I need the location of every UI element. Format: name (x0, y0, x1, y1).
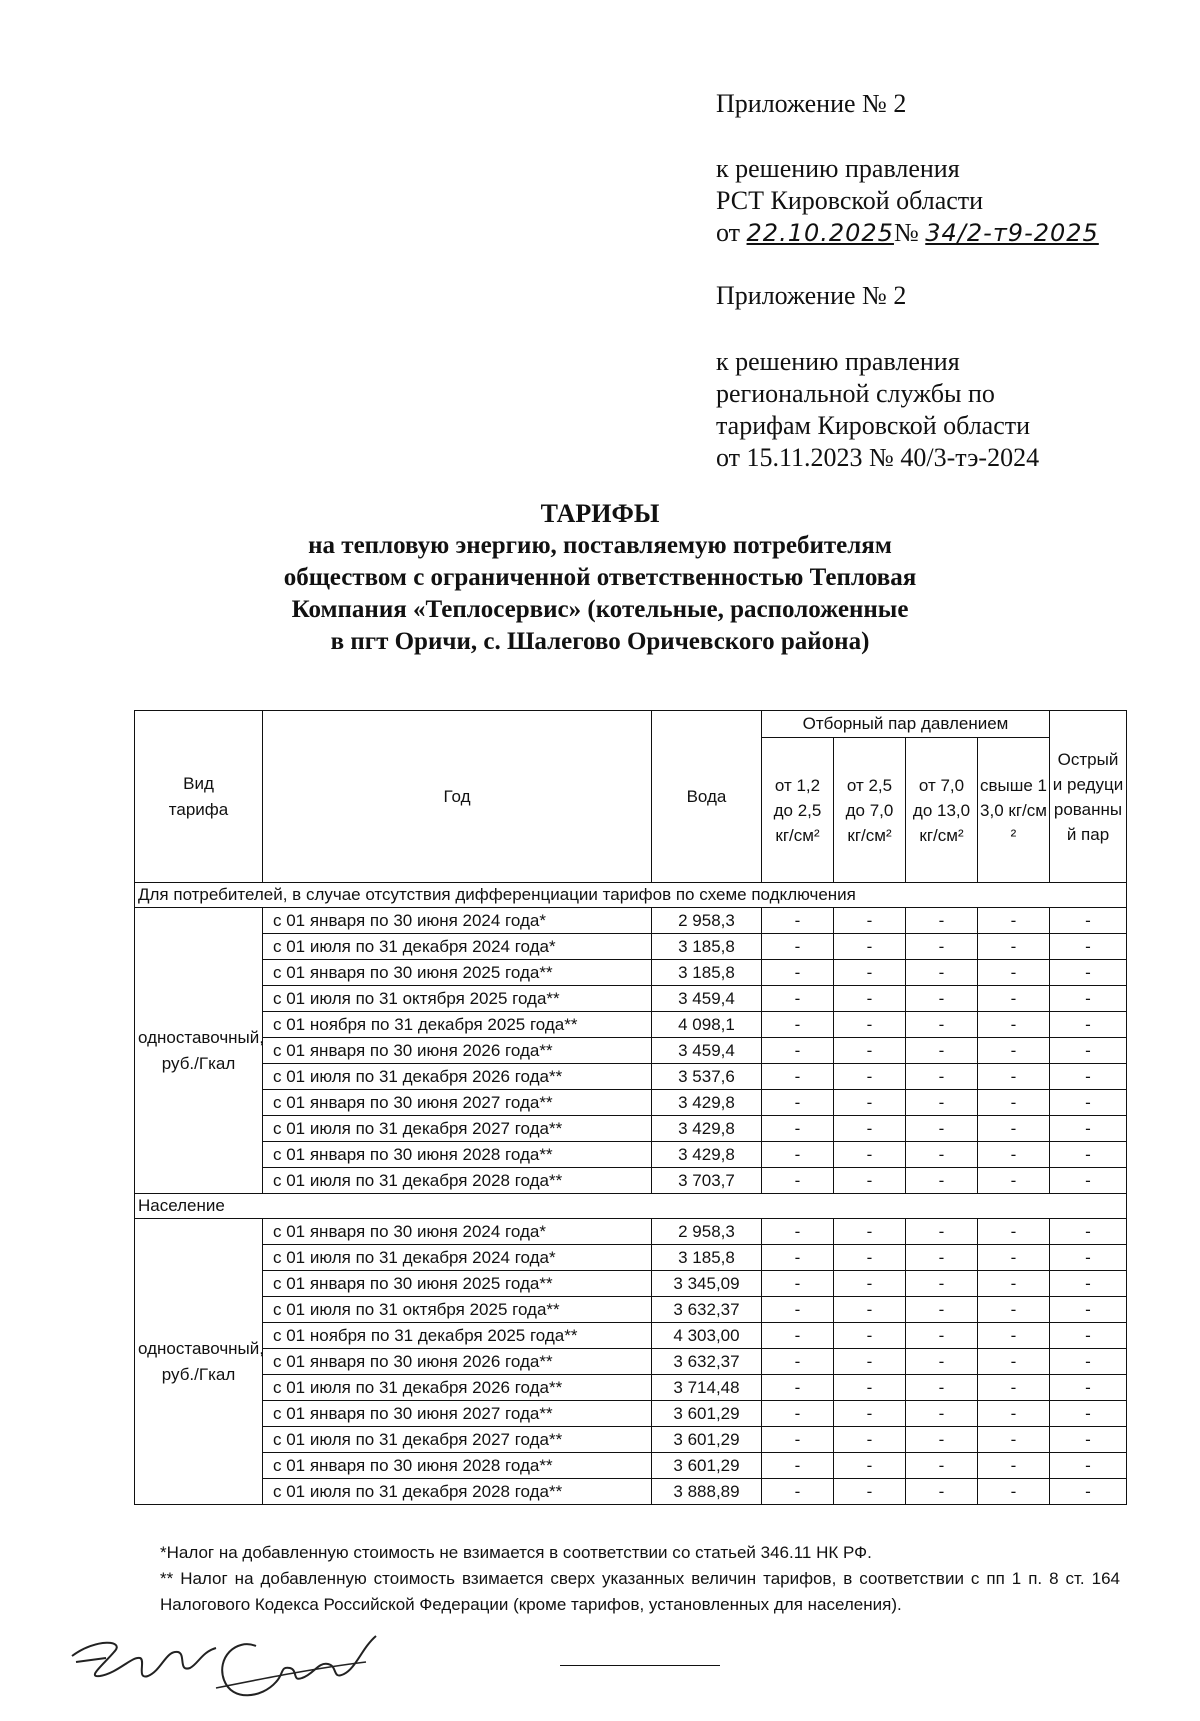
steam-value-cell: - (906, 1479, 978, 1505)
document-heading: ТАРИФЫ на тепловую энергию, поставляемую потребителям обществом с ограниченной ответственностью Тепловая Компания «Теплосервис» (котельные, расположенные в пгт Оричи, с. Шалегово Оричевского района) (150, 498, 1050, 658)
steam-value-cell: - (762, 1427, 834, 1453)
steam-value-cell: - (834, 1427, 906, 1453)
table-row (135, 1012, 1127, 1038)
steam-value-cell: - (762, 1142, 834, 1168)
steam-value-cell: - (762, 960, 834, 986)
steam-value-cell: - (1050, 1038, 1127, 1064)
header-steam-3: от 7,0 до 13,0 кг/см² (906, 738, 978, 883)
steam-value-cell: - (1050, 908, 1127, 934)
steam-value-cell: - (1050, 986, 1127, 1012)
header-year: Год (263, 711, 652, 883)
water-value-cell: 3 459,4 (652, 1038, 762, 1064)
table-row (135, 1116, 1127, 1142)
steam-value-cell: - (834, 1375, 906, 1401)
period-cell: с 01 июля по 31 декабря 2028 года** (263, 1168, 652, 1194)
steam-value-cell: - (1050, 1479, 1127, 1505)
steam-value-cell: - (762, 1271, 834, 1297)
table-row (135, 1090, 1127, 1116)
appendix-old-reference: к решению правления региональной службы по тарифам Кировской области от 15.11.2023 № 40/3-тэ-2024 (716, 347, 1040, 472)
steam-value-cell: - (978, 1427, 1050, 1453)
steam-value-cell: - (834, 1116, 906, 1142)
steam-value-cell: - (906, 1116, 978, 1142)
period-cell: с 01 ноября по 31 декабря 2025 года** (263, 1323, 652, 1349)
steam-value-cell: - (762, 1245, 834, 1271)
header-water: Вода (652, 711, 762, 883)
steam-value-cell: - (978, 1401, 1050, 1427)
steam-value-cell: - (978, 1219, 1050, 1245)
steam-value-cell: - (978, 1479, 1050, 1505)
steam-value-cell: - (1050, 1142, 1127, 1168)
steam-value-cell: - (978, 1453, 1050, 1479)
steam-value-cell: - (978, 1064, 1050, 1090)
steam-value-cell: - (1050, 934, 1127, 960)
table-row (135, 1219, 1127, 1245)
steam-value-cell: - (762, 1038, 834, 1064)
steam-value-cell: - (834, 1271, 906, 1297)
water-value-cell: 3 703,7 (652, 1168, 762, 1194)
table-row (135, 1168, 1127, 1194)
water-value-cell: 3 601,29 (652, 1401, 762, 1427)
steam-value-cell: - (834, 1349, 906, 1375)
steam-value-cell: - (906, 1064, 978, 1090)
steam-value-cell: - (762, 908, 834, 934)
steam-value-cell: - (834, 1064, 906, 1090)
steam-value-cell: - (978, 908, 1050, 934)
steam-value-cell: - (906, 1245, 978, 1271)
steam-value-cell: - (906, 1375, 978, 1401)
steam-value-cell: - (978, 1168, 1050, 1194)
steam-value-cell: - (834, 1453, 906, 1479)
steam-value-cell: - (906, 986, 978, 1012)
water-value-cell: 4 098,1 (652, 1012, 762, 1038)
steam-value-cell: - (1050, 1116, 1127, 1142)
steam-value-cell: - (906, 1453, 978, 1479)
steam-value-cell: - (1050, 1219, 1127, 1245)
period-cell: с 01 ноября по 31 декабря 2025 года** (263, 1012, 652, 1038)
steam-value-cell: - (1050, 1375, 1127, 1401)
period-cell: с 01 января по 30 июня 2026 года** (263, 1038, 652, 1064)
steam-value-cell: - (978, 960, 1050, 986)
section-row (135, 883, 1127, 908)
page-title: ТАРИФЫ (540, 499, 660, 528)
steam-value-cell: - (762, 1219, 834, 1245)
steam-value-cell: - (906, 1427, 978, 1453)
steam-value-cell: - (978, 1349, 1050, 1375)
period-cell: с 01 июля по 31 декабря 2028 года** (263, 1479, 652, 1505)
steam-value-cell: - (834, 1090, 906, 1116)
section-title: Для потребителей, в случае отсутствия дифференциации тарифов по схеме подключения (135, 883, 1127, 908)
water-value-cell: 3 632,37 (652, 1349, 762, 1375)
steam-value-cell: - (978, 1375, 1050, 1401)
period-cell: с 01 января по 30 июня 2028 года** (263, 1453, 652, 1479)
steam-value-cell: - (978, 1142, 1050, 1168)
appendix-new-line2: РСТ Кировской области (716, 186, 984, 215)
steam-value-cell: - (906, 1142, 978, 1168)
steam-value-cell: - (978, 1297, 1050, 1323)
steam-value-cell: - (1050, 960, 1127, 986)
table-row (135, 960, 1127, 986)
period-cell: с 01 января по 30 июня 2028 года** (263, 1142, 652, 1168)
steam-value-cell: - (834, 1142, 906, 1168)
footnote-2: ** Налог на добавленную стоимость взимается сверх указанных величин тарифов, в соответствии с пп 1 п. 8 ст. 164 Налогового Кодекса Российской Федерации (кроме тарифов, установленных для населения). (160, 1569, 1120, 1614)
table-row (135, 986, 1127, 1012)
section-title: Население (135, 1194, 1127, 1219)
appendix-new-date-line: от 22.10.2025№ 34/2-т9-2025 (716, 218, 1099, 247)
steam-value-cell: - (762, 1064, 834, 1090)
steam-value-cell: - (1050, 1427, 1127, 1453)
period-cell: с 01 июля по 31 декабря 2027 года** (263, 1116, 652, 1142)
steam-value-cell: - (834, 960, 906, 986)
footnote-1: *Налог на добавленную стоимость не взимается в соответствии со статьей 346.11 НК РФ. (160, 1543, 872, 1562)
steam-value-cell: - (762, 1168, 834, 1194)
steam-value-cell: - (906, 1297, 978, 1323)
table-row (135, 934, 1127, 960)
steam-value-cell: - (834, 1479, 906, 1505)
period-cell: с 01 января по 30 июня 2025 года** (263, 1271, 652, 1297)
steam-value-cell: - (1050, 1090, 1127, 1116)
water-value-cell: 3 714,48 (652, 1375, 762, 1401)
table-row (135, 1375, 1127, 1401)
period-cell: с 01 января по 30 июня 2027 года** (263, 1090, 652, 1116)
steam-value-cell: - (834, 1012, 906, 1038)
table-row (135, 1142, 1127, 1168)
header-steam-1: от 1,2 до 2,5 кг/см² (762, 738, 834, 883)
water-value-cell: 2 958,3 (652, 1219, 762, 1245)
steam-value-cell: - (978, 1245, 1050, 1271)
water-value-cell: 3 459,4 (652, 986, 762, 1012)
steam-value-cell: - (978, 1012, 1050, 1038)
period-cell: с 01 июля по 31 декабря 2026 года** (263, 1375, 652, 1401)
table-row (135, 1271, 1127, 1297)
steam-value-cell: - (978, 1038, 1050, 1064)
period-cell: с 01 июля по 31 декабря 2026 года** (263, 1064, 652, 1090)
water-value-cell: 3 601,29 (652, 1427, 762, 1453)
header-steam-2: от 2,5 до 7,0 кг/см² (834, 738, 906, 883)
appendix-new-line1: к решению правления (716, 154, 960, 183)
footnotes (160, 1540, 1120, 1618)
steam-value-cell: - (762, 1012, 834, 1038)
water-value-cell: 3 429,8 (652, 1090, 762, 1116)
signature-rule (560, 1665, 720, 1666)
water-value-cell: 2 958,3 (652, 908, 762, 934)
section-row (135, 1194, 1127, 1219)
steam-value-cell: - (762, 1479, 834, 1505)
steam-value-cell: - (906, 1401, 978, 1427)
steam-value-cell: - (906, 908, 978, 934)
steam-value-cell: - (762, 1349, 834, 1375)
steam-value-cell: - (1050, 1271, 1127, 1297)
period-cell: с 01 июля по 31 декабря 2024 года* (263, 934, 652, 960)
steam-value-cell: - (906, 1012, 978, 1038)
table-row (135, 1245, 1127, 1271)
steam-value-cell: - (762, 934, 834, 960)
water-value-cell: 3 632,37 (652, 1297, 762, 1323)
steam-value-cell: - (906, 1219, 978, 1245)
tariffs-table (134, 710, 1127, 1505)
period-cell: с 01 июля по 31 октября 2025 года** (263, 1297, 652, 1323)
table-row (135, 1453, 1127, 1479)
period-cell: с 01 января по 30 июня 2027 года** (263, 1401, 652, 1427)
steam-value-cell: - (834, 1245, 906, 1271)
steam-value-cell: - (1050, 1064, 1127, 1090)
period-cell: с 01 июля по 31 октября 2025 года** (263, 986, 652, 1012)
appendix-new-reference (716, 153, 1099, 249)
header-kind: Вид тарифа (135, 711, 263, 883)
steam-value-cell: - (978, 1323, 1050, 1349)
steam-value-cell: - (978, 1271, 1050, 1297)
table-row (135, 1349, 1127, 1375)
steam-value-cell: - (1050, 1401, 1127, 1427)
water-value-cell: 3 345,09 (652, 1271, 762, 1297)
steam-value-cell: - (834, 908, 906, 934)
signature (66, 1618, 386, 1714)
steam-value-cell: - (906, 1038, 978, 1064)
table-row (135, 1479, 1127, 1505)
steam-value-cell: - (762, 1297, 834, 1323)
steam-value-cell: - (906, 934, 978, 960)
table-row (135, 1427, 1127, 1453)
steam-value-cell: - (1050, 1297, 1127, 1323)
steam-value-cell: - (762, 1375, 834, 1401)
steam-value-cell: - (906, 1349, 978, 1375)
steam-value-cell: - (978, 986, 1050, 1012)
steam-value-cell: - (906, 960, 978, 986)
steam-value-cell: - (834, 1219, 906, 1245)
table-row (135, 1064, 1127, 1090)
steam-value-cell: - (1050, 1168, 1127, 1194)
steam-value-cell: - (762, 986, 834, 1012)
steam-value-cell: - (1050, 1245, 1127, 1271)
steam-value-cell: - (834, 1297, 906, 1323)
header-sharp-steam: Острый и редуцированный пар (1050, 711, 1127, 883)
water-value-cell: 3 429,8 (652, 1142, 762, 1168)
steam-value-cell: - (834, 1038, 906, 1064)
steam-value-cell: - (762, 1401, 834, 1427)
steam-value-cell: - (906, 1323, 978, 1349)
handwritten-date: 22.10.2025 (746, 219, 894, 247)
steam-value-cell: - (978, 1116, 1050, 1142)
handwritten-number: 34/2-т9-2025 (925, 219, 1099, 247)
steam-value-cell: - (762, 1453, 834, 1479)
table-row (135, 908, 1127, 934)
steam-value-cell: - (906, 1090, 978, 1116)
steam-value-cell: - (978, 934, 1050, 960)
steam-value-cell: - (906, 1168, 978, 1194)
water-value-cell: 3 185,8 (652, 1245, 762, 1271)
water-value-cell: 3 537,6 (652, 1064, 762, 1090)
table-row (135, 1297, 1127, 1323)
period-cell: с 01 января по 30 июня 2024 года* (263, 908, 652, 934)
steam-value-cell: - (834, 1323, 906, 1349)
appendix-old-title: Приложение № 2 (716, 281, 907, 310)
steam-value-cell: - (834, 986, 906, 1012)
tariff-kind: одноставочный, руб./Гкал (135, 908, 263, 1194)
steam-value-cell: - (906, 1271, 978, 1297)
table-row (135, 1323, 1127, 1349)
steam-value-cell: - (834, 1401, 906, 1427)
water-value-cell: 3 601,29 (652, 1453, 762, 1479)
table-row (135, 1038, 1127, 1064)
period-cell: с 01 января по 30 июня 2024 года* (263, 1219, 652, 1245)
water-value-cell: 3 429,8 (652, 1116, 762, 1142)
water-value-cell: 4 303,00 (652, 1323, 762, 1349)
header-steam-group: Отборный пар давлением (762, 711, 1050, 738)
steam-value-cell: - (1050, 1012, 1127, 1038)
period-cell: с 01 января по 30 июня 2025 года** (263, 960, 652, 986)
water-value-cell: 3 888,89 (652, 1479, 762, 1505)
header-row-1 (135, 711, 1127, 738)
steam-value-cell: - (1050, 1453, 1127, 1479)
steam-value-cell: - (834, 1168, 906, 1194)
steam-value-cell: - (1050, 1349, 1127, 1375)
water-value-cell: 3 185,8 (652, 934, 762, 960)
table-row (135, 1401, 1127, 1427)
appendix-new-title: Приложение № 2 (716, 89, 907, 118)
steam-value-cell: - (834, 934, 906, 960)
period-cell: с 01 июля по 31 декабря 2024 года* (263, 1245, 652, 1271)
header-steam-4: свыше 13,0 кг/см² (978, 738, 1050, 883)
steam-value-cell: - (762, 1116, 834, 1142)
steam-value-cell: - (762, 1323, 834, 1349)
steam-value-cell: - (978, 1090, 1050, 1116)
tariff-kind: одноставочный, руб./Гкал (135, 1219, 263, 1505)
period-cell: с 01 июля по 31 декабря 2027 года** (263, 1427, 652, 1453)
water-value-cell: 3 185,8 (652, 960, 762, 986)
steam-value-cell: - (762, 1090, 834, 1116)
steam-value-cell: - (1050, 1323, 1127, 1349)
period-cell: с 01 января по 30 июня 2026 года** (263, 1349, 652, 1375)
